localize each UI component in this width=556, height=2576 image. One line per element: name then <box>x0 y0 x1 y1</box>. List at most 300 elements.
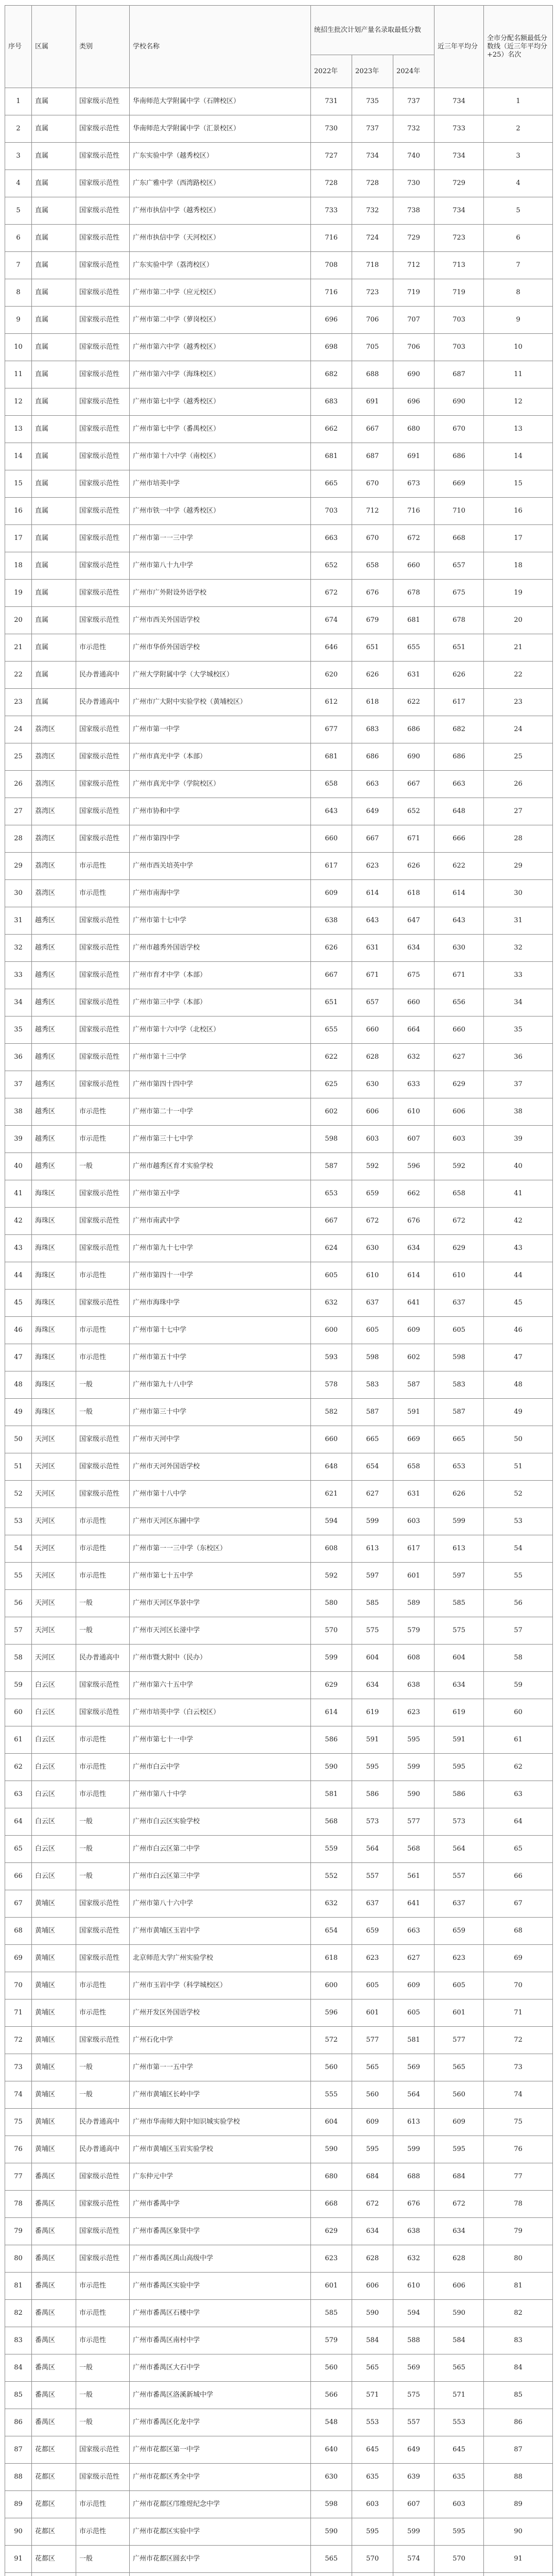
cell-category: 国家级示范性 <box>76 1453 130 1481</box>
cell-district: 黄埔区 <box>32 2109 76 2136</box>
table-row <box>5 1290 553 1317</box>
cell-2022: 640 <box>311 2436 352 2464</box>
cell-2023: 597 <box>352 1563 393 1590</box>
cell-avg3: 645 <box>435 2436 484 2464</box>
cell-rank: 32 <box>484 935 553 962</box>
cell-avg3: 665 <box>435 1426 484 1453</box>
cell-district: 海珠区 <box>32 1371 76 1399</box>
cell-2022: 646 <box>311 634 352 662</box>
cell-rank: 66 <box>484 1863 553 1890</box>
cell-school: 广州市第十三中学 <box>130 1044 311 1071</box>
cell-category: 民办普通高中 <box>76 1645 130 1672</box>
cell-seq: 49 <box>5 1399 32 1426</box>
cell-2023: 683 <box>352 716 393 743</box>
cell-2024: 676 <box>393 2191 435 2218</box>
cell-district: 天河区 <box>32 1481 76 1508</box>
cell-2023: 660 <box>352 1016 393 1044</box>
cell-seq: 14 <box>5 443 32 470</box>
cell-2024: 587 <box>393 1371 435 1399</box>
cell-2022: 651 <box>311 989 352 1016</box>
cell-school: 广州市第五十中学 <box>130 1344 311 1371</box>
cell-district: 海珠区 <box>32 1344 76 1371</box>
cell-seq: 31 <box>5 907 32 935</box>
cell-avg3: 573 <box>435 1808 484 1836</box>
cell-avg3: 713 <box>435 252 484 279</box>
cell-avg3: 657 <box>435 552 484 580</box>
cell-avg3: 595 <box>435 2136 484 2163</box>
cell-2024: 610 <box>393 2273 435 2300</box>
cell-school: 广州市第四十一中学 <box>130 1262 311 1290</box>
cell-2024: 613 <box>393 2109 435 2136</box>
cell-avg3: 653 <box>435 1453 484 1481</box>
cell-rank: 16 <box>484 498 553 525</box>
cell-avg3: 658 <box>435 1180 484 1208</box>
table-row <box>5 416 553 443</box>
table-row <box>5 2027 553 2054</box>
cell-school: 广州市越秀外国语学校 <box>130 935 311 962</box>
cell-avg3: 629 <box>435 1235 484 1262</box>
cell-2023: 614 <box>352 880 393 907</box>
cell-seq: 46 <box>5 1317 32 1344</box>
table-row <box>5 1617 553 1645</box>
cell-district: 荔湾区 <box>32 798 76 825</box>
cell-rank: 48 <box>484 1371 553 1399</box>
cell-2022: 608 <box>311 1535 352 1563</box>
cell-district: 白云区 <box>32 1781 76 1808</box>
cell-2022: 629 <box>311 2218 352 2245</box>
table-row <box>5 2136 553 2163</box>
cell-avg3: 734 <box>435 197 484 225</box>
cell-2024: 669 <box>393 1426 435 1453</box>
table-row <box>5 2327 553 2354</box>
table-body <box>5 88 553 2576</box>
cell-2023: 626 <box>352 662 393 689</box>
table-row <box>5 1672 553 1699</box>
cell-2023: 557 <box>352 1863 393 1890</box>
cell-2024: 610 <box>393 1098 435 1126</box>
cell-category: 一般 <box>76 2546 130 2573</box>
cell-school: 广州市第三十中学 <box>130 1399 311 1426</box>
cell-avg3: 729 <box>435 170 484 197</box>
cell-avg3: 710 <box>435 498 484 525</box>
cell-seq: 67 <box>5 1890 32 1918</box>
cell-2024: 631 <box>393 662 435 689</box>
cell-2022: 654 <box>311 1918 352 1945</box>
cell-2023: 659 <box>352 1918 393 1945</box>
cell-seq: 61 <box>5 1726 32 1754</box>
header-rank: 全市分配名额最低分数线（近三年平均分+25）名次 <box>484 6 553 88</box>
cell-category: 市示范性 <box>76 2300 130 2327</box>
cell-avg3: 577 <box>435 2027 484 2054</box>
cell-seq: 63 <box>5 1781 32 1808</box>
cell-seq: 19 <box>5 580 32 607</box>
cell-seq: 62 <box>5 1754 32 1781</box>
cell-category: 国家级示范性 <box>76 470 130 498</box>
cell-district: 番禺区 <box>32 2191 76 2218</box>
cell-category: 一般 <box>76 2354 130 2382</box>
cell-2023: 724 <box>352 225 393 252</box>
cell-avg3: 575 <box>435 1617 484 1645</box>
table-row <box>5 1645 553 1672</box>
cell-category: 国家级示范性 <box>76 1699 130 1726</box>
cell-seq: 51 <box>5 1453 32 1481</box>
cell-seq: 9 <box>5 307 32 334</box>
cell-2024: 716 <box>393 498 435 525</box>
cell-category: 一般 <box>76 1590 130 1617</box>
cell-category: 国家级示范性 <box>76 1945 130 1972</box>
cell-district: 直属 <box>32 115 76 143</box>
cell-2022: 617 <box>311 853 352 880</box>
cell-rank: 37 <box>484 1071 553 1098</box>
cell-category: 国家级示范性 <box>76 416 130 443</box>
cell-2023: 595 <box>352 2136 393 2163</box>
cell-rank: 89 <box>484 2491 553 2518</box>
table-row <box>5 2518 553 2546</box>
cell-seq: 68 <box>5 1918 32 1945</box>
cell-rank: 21 <box>484 634 553 662</box>
cell-rank: 43 <box>484 1235 553 1262</box>
cell-district: 直属 <box>32 470 76 498</box>
cell-avg3: 557 <box>435 1863 484 1890</box>
cell-district: 海珠区 <box>32 1262 76 1290</box>
cell-rank: 64 <box>484 1808 553 1836</box>
table-row <box>5 498 553 525</box>
cell-avg3: 628 <box>435 2245 484 2273</box>
cell-2023: 575 <box>352 1617 393 1645</box>
cell-2023: 603 <box>352 2491 393 2518</box>
cell-rank: 70 <box>484 1972 553 1999</box>
cell-rank: 3 <box>484 143 553 170</box>
cell-avg3: 583 <box>435 1371 484 1399</box>
cell-district: 天河区 <box>32 1535 76 1563</box>
cell-2024: 632 <box>393 1044 435 1071</box>
cell-avg3: 603 <box>435 1126 484 1153</box>
table-row <box>5 1126 553 1153</box>
cell-district: 番禺区 <box>32 2327 76 2354</box>
cell-school: 广州市铁一中学（越秀校区） <box>130 498 311 525</box>
cell-2022: 552 <box>311 1863 352 1890</box>
table-row <box>5 1453 553 1481</box>
table-row <box>5 361 553 388</box>
cell-seq: 21 <box>5 634 32 662</box>
cell-district: 黄埔区 <box>32 1890 76 1918</box>
cell-2023: 734 <box>352 143 393 170</box>
cell-school: 广州市白云区第三中学 <box>130 1863 311 1890</box>
cell-2022: 677 <box>311 716 352 743</box>
cell-seq: 7 <box>5 252 32 279</box>
table-row <box>5 880 553 907</box>
cell-school: 广州市花都区实验中学 <box>130 2518 311 2546</box>
table-row <box>5 552 553 580</box>
table-row <box>5 853 553 880</box>
cell-school: 广州市第八十中学 <box>130 1781 311 1808</box>
cell-school: 广州市执信中学（天河校区） <box>130 225 311 252</box>
cell-rank: 15 <box>484 470 553 498</box>
cell-2024: 681 <box>393 607 435 634</box>
cell-2023: 723 <box>352 279 393 307</box>
cell-category: 国家级示范性 <box>76 307 130 334</box>
cell-2024: 706 <box>393 334 435 361</box>
cell-school: 广州市第十七中学 <box>130 1317 311 1344</box>
cell-seq: 82 <box>5 2300 32 2327</box>
cell-category: 市示范性 <box>76 1344 130 1371</box>
cell-category: 一般 <box>76 1836 130 1863</box>
cell-category: 国家级示范性 <box>76 771 130 798</box>
table-row <box>5 307 553 334</box>
cell-district: 黄埔区 <box>32 1972 76 1999</box>
cell-2023: 606 <box>352 2273 393 2300</box>
cell-category: 国家级示范性 <box>76 2245 130 2273</box>
cell-district: 黄埔区 <box>32 1999 76 2027</box>
cell-category: 民办普通高中 <box>76 689 130 716</box>
cell-rank: 87 <box>484 2436 553 2464</box>
cell-2022: 585 <box>311 2300 352 2327</box>
header-seq: 序号 <box>5 6 32 88</box>
cell-district: 越秀区 <box>32 1071 76 1098</box>
cell-2024: 664 <box>393 1016 435 1044</box>
cell-2024: 601 <box>393 1563 435 1590</box>
cell-seq: 84 <box>5 2354 32 2382</box>
cell-avg3: 591 <box>435 1726 484 1754</box>
cell-rank: 45 <box>484 1290 553 1317</box>
cell-avg3: 734 <box>435 143 484 170</box>
table-row <box>5 1317 553 1344</box>
cell-district: 天河区 <box>32 1453 76 1481</box>
cell-category: 国家级示范性 <box>76 935 130 962</box>
cell-school: 广州市真光中学（学院校区） <box>130 771 311 798</box>
cell-2022: 716 <box>311 225 352 252</box>
cell-rank: 65 <box>484 1836 553 1863</box>
cell-2024: 691 <box>393 443 435 470</box>
cell-2024: 652 <box>393 798 435 825</box>
cell-avg3: 671 <box>435 962 484 989</box>
cell-2024: 660 <box>393 552 435 580</box>
cell-2022: 602 <box>311 1098 352 1126</box>
cell-district: 直属 <box>32 143 76 170</box>
cell-2022: 618 <box>311 1945 352 1972</box>
cell-district: 直属 <box>32 170 76 197</box>
cell-avg3: 669 <box>435 470 484 498</box>
cell-avg3: 571 <box>435 2382 484 2409</box>
cell-2022: 590 <box>311 2518 352 2546</box>
cell-2022: 596 <box>311 1999 352 2027</box>
cell-2022: 598 <box>311 1126 352 1153</box>
cell-avg3: 723 <box>435 225 484 252</box>
cell-rank: 79 <box>484 2218 553 2245</box>
cell-rank: 82 <box>484 2300 553 2327</box>
cell-rank: 5 <box>484 197 553 225</box>
cell-2024: 740 <box>393 143 435 170</box>
cell-rank: 56 <box>484 1590 553 1617</box>
cell-district: 花都区 <box>32 2491 76 2518</box>
table-row <box>5 662 553 689</box>
cell-category: 国家级示范性 <box>76 580 130 607</box>
cell-rank: 30 <box>484 880 553 907</box>
cell-2022: 665 <box>311 470 352 498</box>
cell-school: 广州市华南师大附中知识城实验学校 <box>130 2109 311 2136</box>
cell-category: 一般 <box>76 1863 130 1890</box>
cell-category: 市示范性 <box>76 1317 130 1344</box>
cell-seq: 79 <box>5 2218 32 2245</box>
cell-2023: 688 <box>352 361 393 388</box>
cell-2024: 589 <box>393 1590 435 1617</box>
table-row <box>5 1153 553 1180</box>
cell-school: 广州市南海中学 <box>130 880 311 907</box>
cell-seq: 5 <box>5 197 32 225</box>
cell-avg3: 619 <box>435 1699 484 1726</box>
cell-seq: 77 <box>5 2163 32 2191</box>
cell-2024: 719 <box>393 279 435 307</box>
cell-2022: 594 <box>311 1508 352 1535</box>
cell-seq: 11 <box>5 361 32 388</box>
cell-rank: 4 <box>484 170 553 197</box>
table-row <box>5 2409 553 2436</box>
cell-2023: 670 <box>352 525 393 552</box>
cell-avg3: 660 <box>435 1016 484 1044</box>
cell-category: 市示范性 <box>76 1126 130 1153</box>
cell-rank: 34 <box>484 989 553 1016</box>
cell-category: 国家级示范性 <box>76 1071 130 1098</box>
cell-category: 国家级示范性 <box>76 2163 130 2191</box>
cell-category: 一般 <box>76 1808 130 1836</box>
cell-2023: 553 <box>352 2409 393 2436</box>
cell-2022: 629 <box>311 1672 352 1699</box>
cell-category: 国家级示范性 <box>76 1044 130 1071</box>
cell-2024: 658 <box>393 1453 435 1481</box>
cell-2022: 605 <box>311 1262 352 1290</box>
cell-district: 直属 <box>32 225 76 252</box>
cell-seq: 17 <box>5 525 32 552</box>
cell-seq <box>5 2573 32 2576</box>
cell-rank: 40 <box>484 1153 553 1180</box>
cell-2023: 586 <box>352 1781 393 1808</box>
cell-2022: 731 <box>311 88 352 115</box>
table-row <box>5 798 553 825</box>
cell-2023: 643 <box>352 907 393 935</box>
table-row <box>5 143 553 170</box>
cell-2022: 581 <box>311 1781 352 1808</box>
cell-avg3: 606 <box>435 1098 484 1126</box>
cell-school: 广州市番禺区大石中学 <box>130 2354 311 2382</box>
cell-district: 越秀区 <box>32 1153 76 1180</box>
cell-category: 国家级示范性 <box>76 962 130 989</box>
cell-rank: 29 <box>484 853 553 880</box>
cell-school: 广州市广大附中实验学校（黄埔校区） <box>130 689 311 716</box>
cell-avg3: 643 <box>435 907 484 935</box>
cell-2022: 733 <box>311 197 352 225</box>
cell-school: 广州大学附属中学（大学城校区） <box>130 662 311 689</box>
cell-2023: 592 <box>352 1153 393 1180</box>
cell-2023: 658 <box>352 552 393 580</box>
cell-rank: 63 <box>484 1781 553 1808</box>
table-row <box>5 743 553 771</box>
cell-2024: 614 <box>393 1262 435 1290</box>
header-2024: 2024年 <box>393 55 435 88</box>
cell-category: 市示范性 <box>76 1726 130 1754</box>
cell-2022: 674 <box>311 607 352 634</box>
cell-district: 天河区 <box>32 1590 76 1617</box>
table-row <box>5 2081 553 2109</box>
table-row <box>5 1836 553 1863</box>
table-row <box>5 2354 553 2382</box>
cell-district: 荔湾区 <box>32 771 76 798</box>
cell-2022: 601 <box>311 2273 352 2300</box>
cell-seq: 4 <box>5 170 32 197</box>
cell-category: 国家级示范性 <box>76 743 130 771</box>
cell-school: 广州市白云区实验学校 <box>130 1808 311 1836</box>
cell-avg3: 597 <box>435 1563 484 1590</box>
table-row <box>5 1972 553 1999</box>
cell-2023: 630 <box>352 1071 393 1098</box>
table-row <box>5 1808 553 1836</box>
table-row <box>5 170 553 197</box>
cell-district: 海珠区 <box>32 1208 76 1235</box>
cell-2024: 663 <box>393 1918 435 1945</box>
cell-category: 市示范性 <box>76 1098 130 1126</box>
cell-avg3: 637 <box>435 1290 484 1317</box>
cell-2022: 682 <box>311 361 352 388</box>
cell-2023: 712 <box>352 498 393 525</box>
cell-2022: 559 <box>311 1836 352 1863</box>
cell-seq: 53 <box>5 1508 32 1535</box>
cell-seq: 45 <box>5 1290 32 1317</box>
cell-school: 广东实验中学（越秀校区） <box>130 143 311 170</box>
cell-school: 广州开发区外国语学校 <box>130 1999 311 2027</box>
cell-avg3: 659 <box>435 1918 484 1945</box>
cell-rank: 41 <box>484 1180 553 1208</box>
cell-rank: 25 <box>484 743 553 771</box>
cell-school: 广州市第七中学（番禺校区） <box>130 416 311 443</box>
cell-2024: 608 <box>393 1645 435 1672</box>
cell-2022: 555 <box>311 2081 352 2109</box>
cell-category: 一般 <box>76 1617 130 1645</box>
cell-category: 一般 <box>76 2081 130 2109</box>
cell-2024: 671 <box>393 825 435 853</box>
cell-2024: 627 <box>393 1945 435 1972</box>
cell-seq: 26 <box>5 771 32 798</box>
cell-school: 广州市第十八中学 <box>130 1481 311 1508</box>
cell-2022: 600 <box>311 1972 352 1999</box>
cell-school: 广州市黄埔区长岭中学 <box>130 2081 311 2109</box>
cell-rank <box>484 2573 553 2576</box>
cell-district: 直属 <box>32 689 76 716</box>
table-row <box>5 2382 553 2409</box>
cell-district: 直属 <box>32 443 76 470</box>
cell-seq: 91 <box>5 2546 32 2573</box>
cell-school: 广州市第一中学 <box>130 716 311 743</box>
cell-2023: 623 <box>352 1945 393 1972</box>
cell-district: 越秀区 <box>32 1098 76 1126</box>
cell-school: 广州市番禺区禺山高级中学 <box>130 2245 311 2273</box>
cell-2024: 638 <box>393 1672 435 1699</box>
cell-2022: 658 <box>311 771 352 798</box>
cell-avg3: 595 <box>435 2518 484 2546</box>
table-row <box>5 1999 553 2027</box>
cell-2023: 635 <box>352 2464 393 2491</box>
cell-school: 广州市番禺区南村中学 <box>130 2327 311 2354</box>
cell-school: 广州市第七十五中学 <box>130 1563 311 1590</box>
cell-rank: 78 <box>484 2191 553 2218</box>
cell-rank: 17 <box>484 525 553 552</box>
cell-2024: 639 <box>393 2464 435 2491</box>
cell-rank: 80 <box>484 2245 553 2273</box>
cell-school: 广州市真光中学（本部） <box>130 743 311 771</box>
table-row <box>5 1863 553 1890</box>
cell-seq: 83 <box>5 2327 32 2354</box>
cell-2022: 614 <box>311 1699 352 1726</box>
cell-seq: 34 <box>5 989 32 1016</box>
cell-avg3: 734 <box>435 88 484 115</box>
